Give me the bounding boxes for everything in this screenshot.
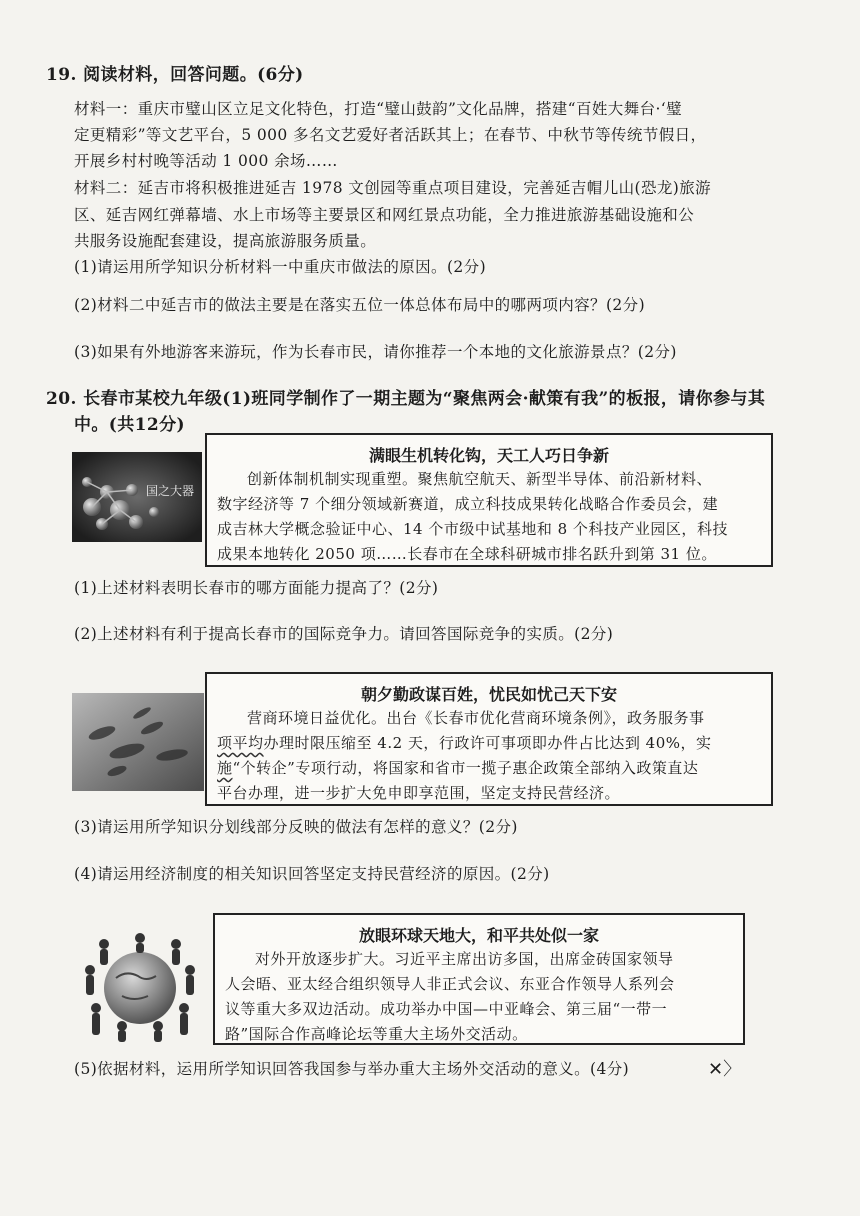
material-box-1: [205, 433, 773, 567]
q19-material1-line2: 定更精彩”等文艺平台，5 000 多名文艺爱好者活跃其上；在春节、中秋节等传统节假日，: [74, 126, 707, 144]
box3-line2: 人会晤、亚太经合组织领导人非正式会议、东亚合作领导人系列会: [225, 975, 675, 993]
box2-line2: [217, 732, 712, 754]
handwritten-mark-icon: ✕〉: [708, 1059, 742, 1080]
q19-material1-line1: 材料一：重庆市璧山区立足文化特色，打造“璧山鼓韵”文化品牌，搭建“百姓大舞台·‘璧: [74, 100, 683, 118]
globe-people-photo: [74, 930, 206, 1042]
q19-subquestion-1: (1)请运用所学知识分析材料一中重庆市做法的原因。(2分): [74, 258, 487, 276]
box2-line4: 平台办理，进一步扩大免申即享范围，坚定支持民营经济。: [217, 784, 621, 802]
box1-line4: 成果本地转化 2050 项……长春市在全球科研城市排名跃升到第 31 位。: [217, 545, 717, 563]
q19-material2-line3: 共服务设施配套建设，提高旅游服务质量。: [74, 232, 377, 250]
box2-line3: [217, 757, 698, 779]
q20-subquestion-5: (5)依据材料，运用所学知识回答我国参与举办重大主场外交活动的意义。(4分): [74, 1060, 630, 1078]
q19-material1-line3: 开展乡村村晚等活动 1 000 余场……: [74, 152, 338, 170]
box2-line3-rest: “个转企”专项行动，将国家和省市一揽子惠企政策全部纳入政策直达: [232, 759, 699, 777]
box2-underlined-text-1: 项平均: [217, 734, 264, 752]
q19-header: 19. 阅读材料，回答问题。(6分): [46, 65, 304, 85]
q19-material2-line1: 材料二：延吉市将积极推进延吉 1978 文创园等重点项目建设，完善延吉帽儿山(恐龙)旅游: [74, 179, 711, 197]
q20-header-line1: 20. 长春市某校九年级(1)班同学制作了一期主题为“聚焦两会·献策有我”的板报，请你参与其: [46, 389, 766, 409]
photo-caption: 国之大器: [146, 484, 195, 498]
material-box-2: [205, 672, 773, 806]
box3-title: 放眼环球天地大，和平共处似一家: [358, 926, 599, 945]
box2-underlined-text-2: 施: [217, 759, 233, 777]
q20-subquestion-2: (2)上述材料有利于提高长春市的国际竞争力。请回答国际竞争的实质。(2分): [74, 625, 614, 643]
box1-title: 满眼生机转化钩，天工人巧日争新: [368, 446, 609, 465]
molecule-photo: [72, 452, 202, 542]
material-box-3: [213, 913, 745, 1045]
box3-line3: 议等重大多双边活动。成功举办中国—中亚峰会、第三届“一带一: [225, 1000, 668, 1018]
q19-subquestion-3: (3)如果有外地游客来游玩，作为长春市民，请你推荐一个本地的文化旅游景点？(2分): [74, 343, 677, 361]
box2-title: 朝夕勤政谋百姓，忧民如忧己天下安: [360, 685, 617, 704]
box3-line1: 对外开放逐步扩大。习近平主席出访多国，出席金砖国家领导: [255, 950, 674, 968]
box1-line2: 数字经济等 7 个细分领域新赛道，成立科技成果转化战略合作委员会，建: [217, 495, 719, 513]
q20-subquestion-3: (3)请运用所学知识分划线部分反映的做法有怎样的意义？(2分): [74, 818, 518, 836]
fish-photo: [72, 693, 204, 791]
box3-line4: 路”国际合作高峰论坛等重大主场外交活动。: [225, 1025, 528, 1043]
box2-line2-rest: 办理时限压缩至 4.2 天，行政许可事项即办件占比达到 40%，实: [263, 734, 712, 752]
q20-subquestion-4: (4)请运用经济制度的相关知识回答坚定支持民营经济的原因。(2分): [74, 865, 550, 883]
q19-material2-line2: 区、延吉网红弹幕墙、水上市场等主要景区和网红景点功能，全力推进旅游基础设施和公: [74, 206, 695, 224]
box2-line1: 营商环境日益优化。出台《长春市优化营商环境条例》，政务服务事: [247, 709, 705, 727]
q20-header-line2: 中。(共12分): [74, 415, 185, 435]
box1-line3: 成吉林大学概念验证中心、14 个市级中试基地和 8 个科技产业园区，科技: [217, 520, 728, 538]
q20-subquestion-1: (1)上述材料表明长春市的哪方面能力提高了？(2分): [74, 579, 439, 597]
box1-line1: 创新体制机制实现重塑。聚焦航空航天、新型半导体、前沿新材料、: [247, 470, 713, 488]
q19-subquestion-2: (2)材料二中延吉市的做法主要是在落实五位一体总体布局中的哪两项内容？(2分): [74, 296, 646, 314]
